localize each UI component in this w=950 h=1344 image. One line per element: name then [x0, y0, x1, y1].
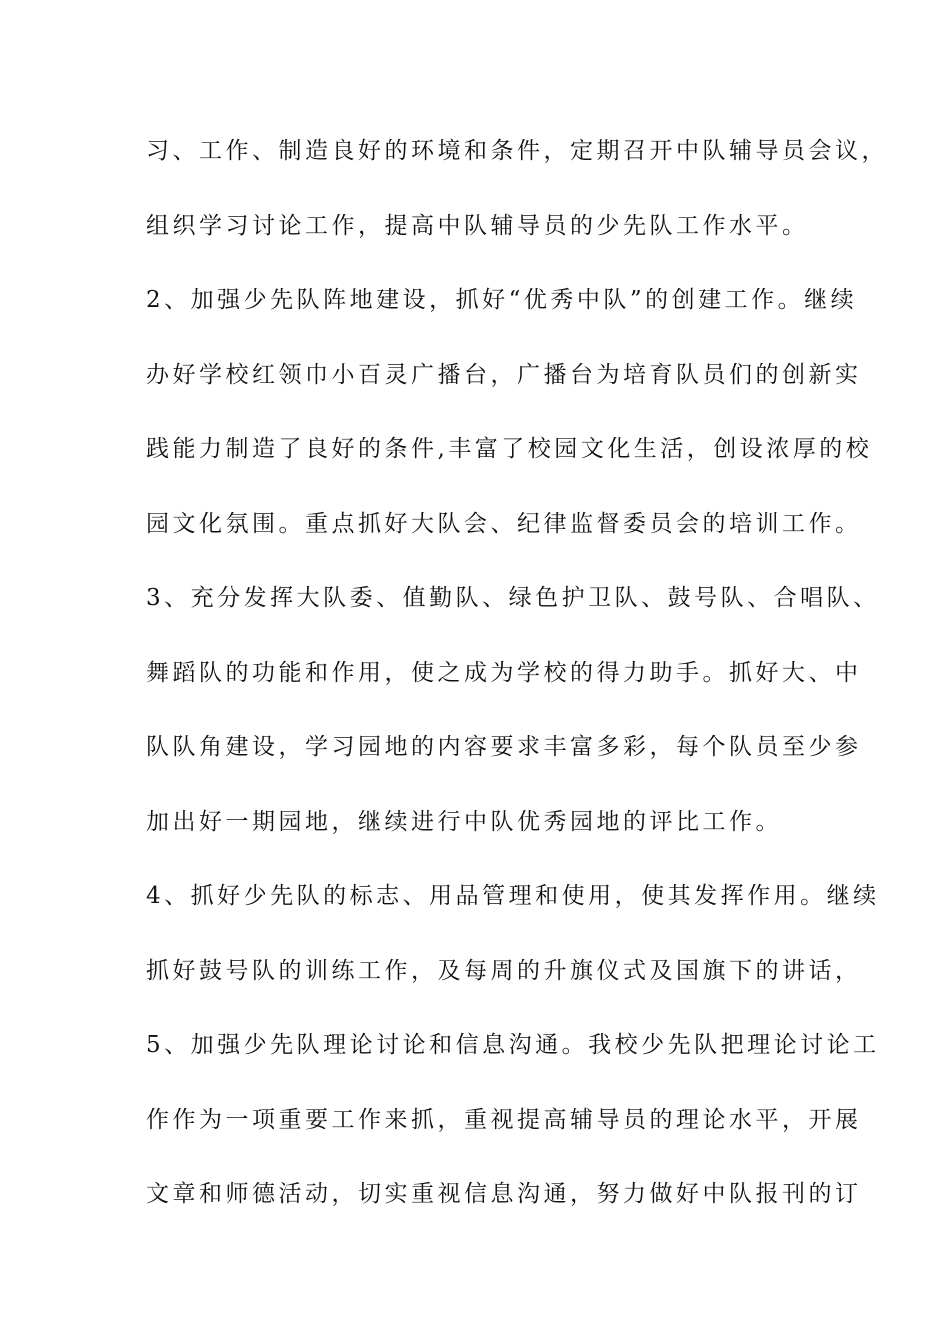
text-line: 习、工作、制造良好的环境和条件，定期召开中队辅导员会议， [146, 138, 888, 164]
text-line: 组织学习讨论工作，提高中队辅导员的少先队工作水平。 [146, 212, 809, 239]
text-line: 2、加强少先队阵地建设，抓好“优秀中队”的创建工作。继续 [146, 287, 858, 313]
text-line: 3、充分发挥大队委、值勤队、绿色护卫队、鼓号队、合唱队、 [146, 585, 880, 611]
document-body [146, 133, 888, 1251]
text-line: 舞蹈队的功能和作用，使之成为学校的得力助手。抓好大、中 [146, 659, 862, 686]
text-line: 加出好一期园地，继续进行中队优秀园地的评比工作。 [146, 808, 782, 835]
text-line: 文章和师德活动，切实重视信息沟通，努力做好中队报刊的订 [146, 1181, 862, 1207]
text-line: 践能力制造了良好的条件,丰富了校园文化生活，创设浓厚的校 [146, 436, 873, 462]
text-line: 办好学校红领巾小百灵广播台，广播台为培育队员们的创新实 [146, 361, 862, 388]
text-line: 4、抓好少先队的标志、用品管理和使用，使其发挥作用。继续 [146, 883, 880, 909]
text-line: 5、加强少先队理论讨论和信息沟通。我校少先队把理论讨论工 [146, 1032, 880, 1058]
text-line: 队队角建设，学习园地的内容要求丰富多彩，每个队员至少参 [146, 734, 862, 760]
text-line: 园文化氛围。重点抓好大队会、纪律监督委员会的培训工作。 [146, 510, 862, 537]
text-line: 作作为一项重要工作来抓，重视提高辅导员的理论水平，开展 [146, 1106, 862, 1133]
text-line: 抓好鼓号队的训练工作，及每周的升旗仪式及国旗下的讲话， [146, 957, 862, 984]
